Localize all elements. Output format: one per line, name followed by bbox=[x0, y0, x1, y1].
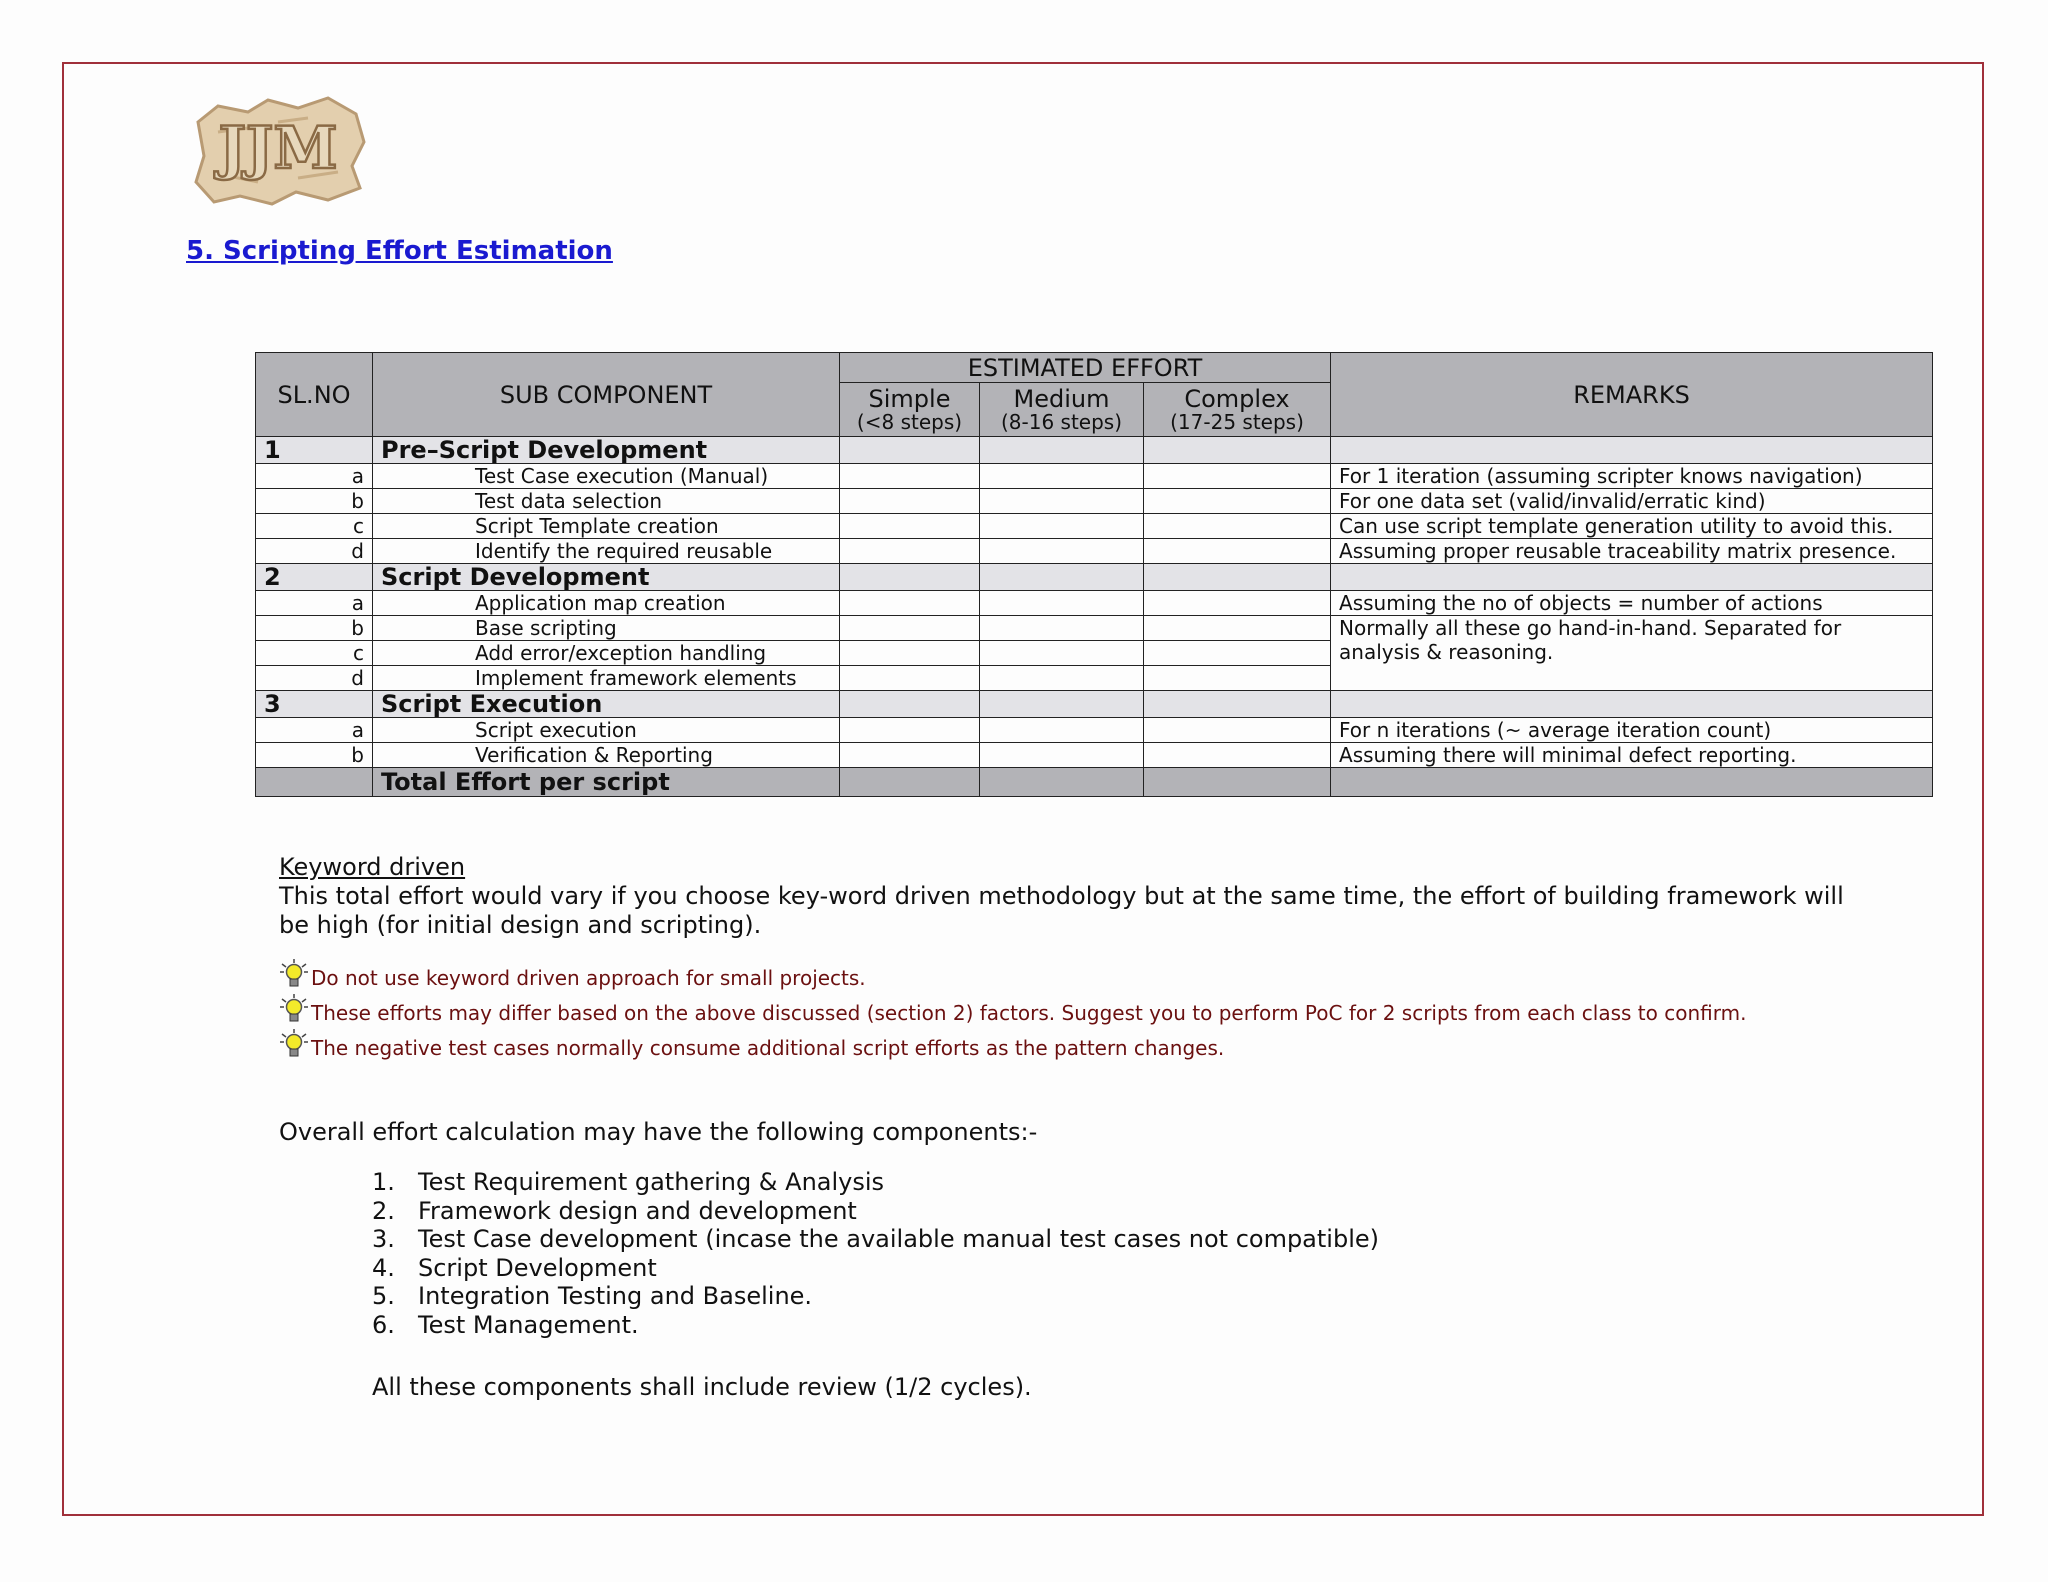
lightbulb-icon bbox=[279, 1028, 309, 1060]
section-heading: 5. Scripting Effort Estimation bbox=[186, 236, 613, 266]
header-sub-component: SUB COMPONENT bbox=[373, 353, 840, 437]
header-medium-steps: (8-16 steps) bbox=[1000, 409, 1123, 434]
list-item bbox=[372, 1225, 1379, 1254]
header-medium-label: Medium bbox=[1013, 384, 1110, 413]
row-remark: Assuming the no of objects = number of actions bbox=[1331, 591, 1933, 616]
row-letter: a bbox=[256, 718, 373, 743]
total-label: Total Effort per script bbox=[373, 768, 840, 797]
row-label: Base scripting bbox=[373, 616, 840, 641]
header-complex bbox=[1144, 383, 1331, 437]
components-list bbox=[372, 1168, 1379, 1339]
header-simple-steps: (<8 steps) bbox=[856, 409, 963, 434]
table-row bbox=[256, 718, 1933, 743]
row-letter: a bbox=[256, 591, 373, 616]
list-item-text: Framework design and development bbox=[418, 1196, 857, 1225]
list-item-text: Integration Testing and Baseline. bbox=[418, 1282, 813, 1310]
header-simple bbox=[840, 383, 980, 437]
row-remark: Assuming proper reusable traceability matrix presence. bbox=[1331, 539, 1933, 564]
row-letter: b bbox=[256, 743, 373, 768]
list-item-number: 6. bbox=[372, 1310, 395, 1339]
group-number: 3 bbox=[256, 691, 373, 718]
list-item bbox=[372, 1282, 1379, 1311]
header-slno: SL.NO bbox=[256, 353, 373, 437]
list-item-text: Test Requirement gathering & Analysis bbox=[418, 1168, 885, 1196]
table-row bbox=[256, 514, 1933, 539]
group-title: Script Development bbox=[373, 564, 840, 591]
row-label: Script Template creation bbox=[373, 514, 840, 539]
group-title: Script Execution bbox=[373, 691, 840, 718]
table-row bbox=[256, 464, 1933, 489]
row-remark: For 1 iteration (assuming scripter knows navigation) bbox=[1331, 464, 1933, 489]
row-label: Script execution bbox=[373, 718, 840, 743]
row-remark: Normally all these go hand-in-hand. Separated for analysis & reasoning. bbox=[1331, 616, 1933, 691]
row-letter: c bbox=[256, 514, 373, 539]
row-label: Application map creation bbox=[373, 591, 840, 616]
row-remark: Assuming there will minimal defect reporting. bbox=[1331, 743, 1933, 768]
header-complex-steps: (17-25 steps) bbox=[1170, 409, 1304, 434]
overall-closing: All these components shall include review (1/2 cycles). bbox=[372, 1373, 1032, 1401]
list-item-number: 1. bbox=[372, 1168, 395, 1196]
group-row bbox=[256, 564, 1933, 591]
tip-item bbox=[279, 993, 1746, 1025]
jjm-logo bbox=[188, 92, 368, 206]
list-item-text: Script Development bbox=[418, 1253, 657, 1282]
header-simple-label: Simple bbox=[868, 384, 951, 413]
list-item-text: Test Management. bbox=[418, 1310, 639, 1339]
list-item-number: 3. bbox=[372, 1225, 395, 1253]
header-complex-label: Complex bbox=[1184, 384, 1290, 413]
list-item-text: Test Case development (incase the available manual test cases not compatible) bbox=[418, 1225, 1379, 1253]
row-label: Identify the required reusable bbox=[373, 539, 840, 564]
tip-text: The negative test cases normally consume additional script efforts as the pattern changes. bbox=[311, 1036, 1225, 1060]
keyword-title: Keyword driven bbox=[279, 853, 466, 881]
row-letter: d bbox=[256, 666, 373, 691]
list-item bbox=[372, 1311, 1379, 1340]
row-letter: b bbox=[256, 489, 373, 514]
group-row bbox=[256, 691, 1933, 718]
lightbulb-icon bbox=[279, 958, 309, 990]
list-item-number: 5. bbox=[372, 1282, 395, 1310]
table-row bbox=[256, 489, 1933, 514]
table-row bbox=[256, 591, 1933, 616]
list-item-number: 4. bbox=[372, 1253, 395, 1282]
group-row bbox=[256, 437, 1933, 464]
group-number: 2 bbox=[256, 564, 373, 591]
total-row bbox=[256, 768, 1933, 797]
list-item-number: 2. bbox=[372, 1196, 395, 1225]
row-remark: Can use script template generation utility to avoid this. bbox=[1331, 514, 1933, 539]
list-item bbox=[372, 1168, 1379, 1197]
lightbulb-icon bbox=[279, 993, 309, 1025]
row-label: Test Case execution (Manual) bbox=[373, 464, 840, 489]
table-row bbox=[256, 743, 1933, 768]
table-row bbox=[256, 616, 1933, 641]
row-label: Test data selection bbox=[373, 489, 840, 514]
tip-item bbox=[279, 1028, 1224, 1060]
effort-table bbox=[255, 352, 1933, 797]
header-estimated-effort: ESTIMATED EFFORT bbox=[840, 353, 1331, 383]
row-label: Verification & Reporting bbox=[373, 743, 840, 768]
header-medium bbox=[980, 383, 1144, 437]
list-item bbox=[372, 1197, 1379, 1226]
row-label: Add error/exception handling bbox=[373, 641, 840, 666]
keyword-line-2: be high (for initial design and scripting). bbox=[279, 911, 762, 939]
header-remarks: REMARKS bbox=[1331, 353, 1933, 437]
row-letter: a bbox=[256, 464, 373, 489]
overall-intro: Overall effort calculation may have the following components:- bbox=[279, 1118, 1038, 1146]
table-row bbox=[256, 539, 1933, 564]
tip-text: These efforts may differ based on the above discussed (section 2) factors. Suggest you to perform PoC for 2 scripts from each class to confirm. bbox=[311, 1001, 1747, 1025]
row-letter: c bbox=[256, 641, 373, 666]
keyword-line-1: This total effort would vary if you choose key-word driven methodology but at the same time, the effort of building framework will bbox=[279, 882, 1844, 910]
tip-text: Do not use keyword driven approach for small projects. bbox=[311, 966, 866, 990]
row-label: Implement framework elements bbox=[373, 666, 840, 691]
row-remark: For one data set (valid/invalid/erratic kind) bbox=[1331, 489, 1933, 514]
logo-text: JJM bbox=[218, 114, 338, 182]
tip-item bbox=[279, 958, 866, 990]
row-remark: For n iterations (~ average iteration count) bbox=[1331, 718, 1933, 743]
group-number: 1 bbox=[256, 437, 373, 464]
row-letter: b bbox=[256, 616, 373, 641]
list-item bbox=[372, 1254, 1379, 1283]
row-letter: d bbox=[256, 539, 373, 564]
group-title: Pre–Script Development bbox=[373, 437, 840, 464]
